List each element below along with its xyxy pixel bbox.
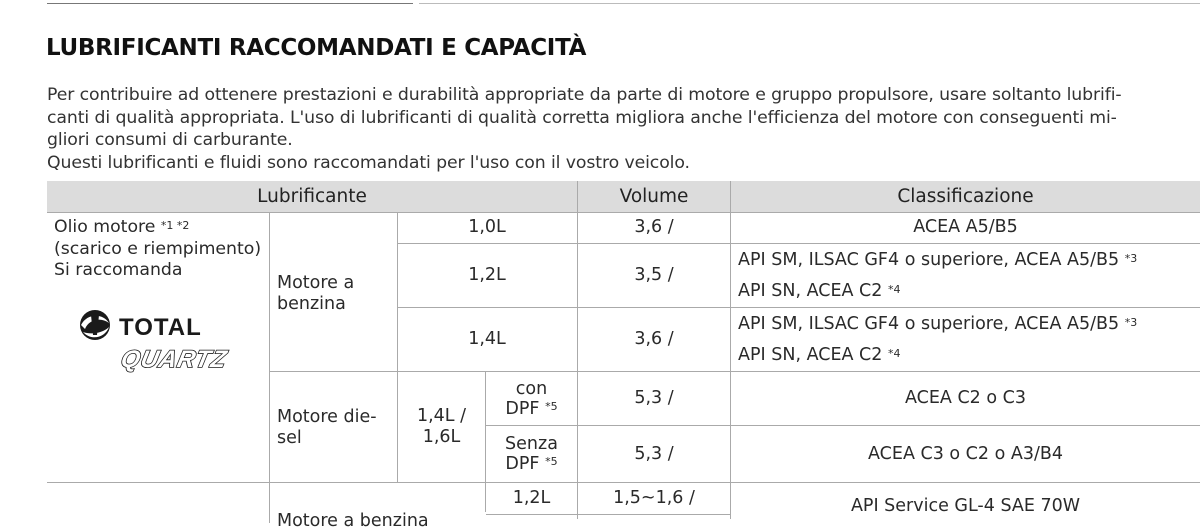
dpf-line1: Senza	[505, 434, 558, 454]
diesel-dpf-1	[486, 372, 577, 425]
oil-label-line1: Olio motore	[54, 217, 156, 237]
class-sup: *4	[887, 347, 901, 360]
dpf-sup: *5	[545, 399, 558, 413]
petrol-engine-2: 1,2L	[468, 265, 506, 285]
grid-line	[269, 212, 270, 482]
oil-motor-label	[54, 217, 269, 282]
grid-line	[47, 482, 1200, 483]
dpf-line2: DPF	[505, 454, 540, 474]
diesel-dpf-2	[486, 426, 577, 482]
petrol-engine-1: 1,0L	[468, 217, 506, 237]
grid-line	[47, 212, 1200, 213]
dpf-line2: DPF	[505, 398, 540, 419]
next-volume: 1,5~1,6 /	[613, 488, 695, 508]
intro-line: canti di qualità appropriata. L'uso di lubrificanti di qualità corretta migliora anche l'efficienza del motore con conseguenti mi-	[47, 107, 1117, 128]
grid-line	[730, 181, 731, 519]
logo-quartz-text: QUARTZ	[118, 346, 230, 373]
diesel-label-line2: sel	[277, 428, 302, 448]
petrol-volume-3: 3,6 /	[634, 329, 674, 349]
oil-label-line2: (scarico e riempimento)	[54, 238, 262, 259]
grid-line	[397, 243, 1200, 244]
diesel-class-2: ACEA C3 o C2 o A3/B4	[868, 443, 1063, 464]
total-emblem-icon	[80, 310, 110, 340]
intro-line: gliori consumi di carburante.	[47, 130, 293, 151]
top-rule-right	[419, 3, 1200, 4]
intro-line: Questi lubrificanti e fluidi sono raccomandati per l'uso con il vostro veicolo.	[47, 152, 690, 173]
next-engine: 1,2L	[512, 488, 551, 508]
diesel-engine-line2: 1,6L	[422, 427, 461, 447]
class-text: API SN, ACEA C2	[738, 281, 883, 301]
petrol-class-2a	[731, 244, 1200, 276]
dpf-sup: *5	[545, 455, 558, 468]
total-quartz-logo	[69, 305, 259, 375]
class-sup: *3	[1124, 315, 1138, 329]
petrol-engine-3: 1,4L	[468, 329, 506, 349]
class-text: API SM, ILSAC GF4 o superiore, ACEA A5/B5	[738, 249, 1120, 270]
lubricants-table	[47, 181, 1200, 531]
header-lubricant: Lubrificante	[47, 181, 577, 212]
top-rule-left	[47, 3, 413, 4]
class-text: API SN, ACEA C2	[738, 345, 883, 365]
petrol-volume-1: 3,6 /	[634, 217, 674, 237]
diesel-class-1: ACEA C2 o C3	[904, 388, 1026, 408]
next-label: Motore a benzina	[277, 511, 429, 531]
header-volume: Volume	[578, 181, 730, 212]
grid-line	[269, 483, 270, 523]
diesel-engine-line1: 1,4L /	[416, 406, 467, 426]
grid-line	[577, 181, 578, 519]
class-text: API SM, ILSAC GF4 o superiore, ACEA A5/B5	[738, 313, 1120, 334]
petrol-class-3b	[731, 340, 1200, 371]
header-classification: Classificazione	[731, 181, 1200, 212]
diesel-label	[277, 407, 387, 449]
grid-line	[397, 307, 1200, 308]
section-title: LUBRIFICANTI RACCOMANDATI E CAPACITÀ	[46, 35, 587, 61]
grid-line	[486, 514, 730, 515]
diesel-label-line1: Motore die-	[277, 407, 377, 427]
oil-label-sup: *1 *2	[160, 219, 190, 232]
petrol-label-line1: Motore a	[277, 273, 355, 293]
next-class: API Service GL-4 SAE 70W	[850, 496, 1081, 516]
petrol-class-1: ACEA A5/B5	[913, 217, 1018, 237]
grid-line	[269, 371, 1200, 372]
diesel-volume-1: 5,3 /	[634, 388, 674, 408]
petrol-volume-2: 3,5 /	[634, 265, 674, 285]
grid-line	[485, 372, 486, 512]
diesel-engine	[398, 372, 485, 482]
oil-label-line3: Si raccomanda	[54, 260, 183, 280]
diesel-volume-2: 5,3 /	[634, 443, 674, 464]
grid-line	[486, 425, 1200, 426]
class-sup: *4	[887, 283, 901, 296]
grid-line	[397, 212, 398, 482]
intro-paragraph	[47, 84, 1197, 174]
petrol-class-2b	[731, 276, 1200, 307]
petrol-label	[277, 273, 387, 315]
intro-line: Per contribuire ad ottenere prestazioni e durabilità appropriate da parte di motore e gruppo propulsore, usare soltanto lubrifi-	[47, 85, 1122, 105]
logo-total-text: TOTAL	[119, 314, 202, 341]
class-sup: *3	[1124, 251, 1138, 265]
petrol-label-line2: benzina	[277, 294, 346, 314]
petrol-class-3a	[731, 308, 1200, 340]
dpf-line1: con	[515, 378, 548, 399]
